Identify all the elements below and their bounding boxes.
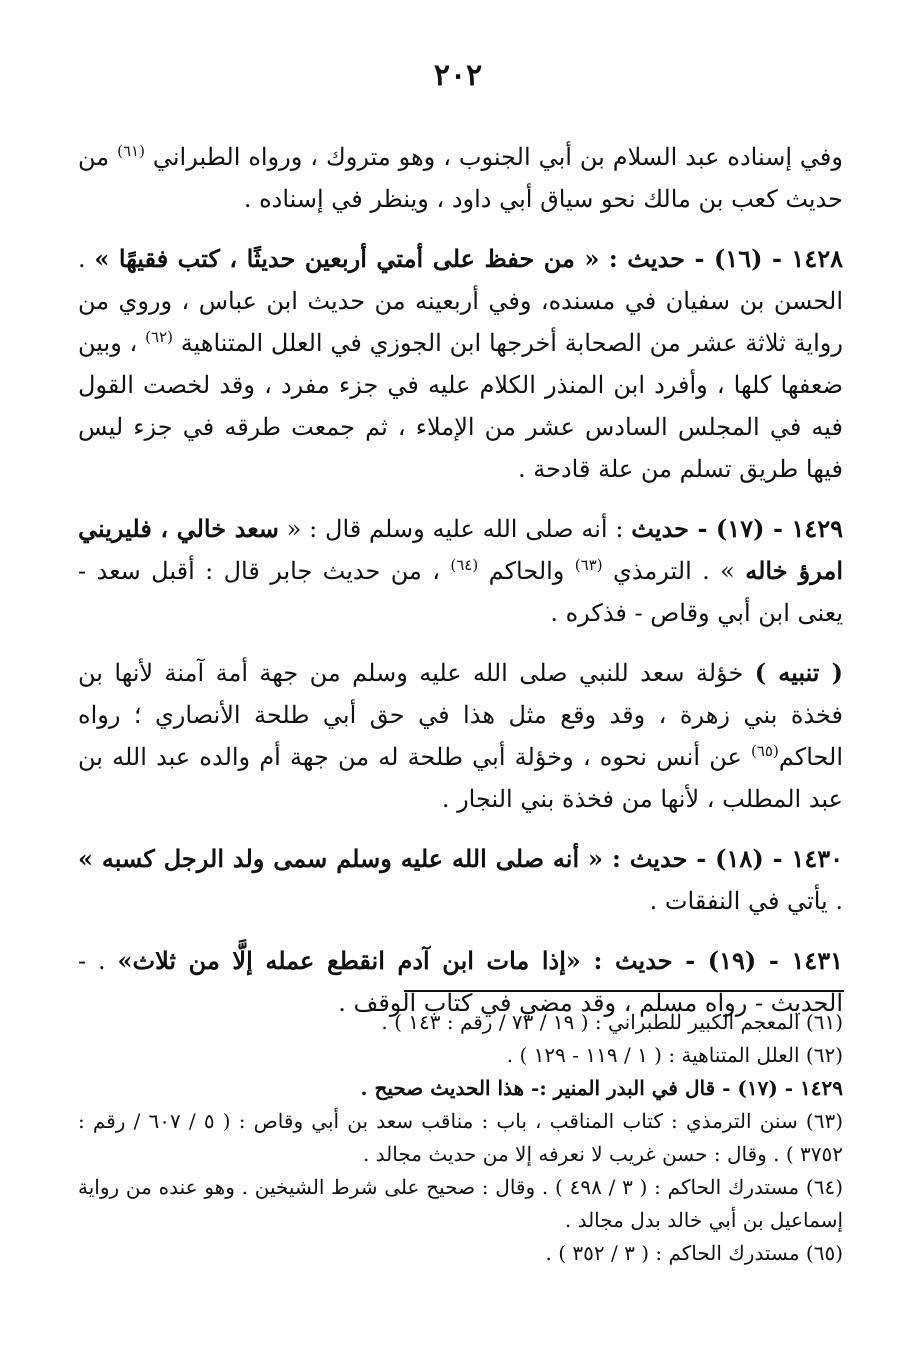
footnote-61: (٦١) المعجم الكبير للطبراني : ( ١٩ / ٧٣ / رقم : ١٤٣ ) . — [381, 1010, 843, 1034]
footnote-62: (٦٢) العلل المتناهية : ( ١ / ١١٩ - ١٢٩ ) . — [506, 1043, 843, 1067]
main-text — [78, 136, 843, 1042]
paragraph-text: : أنه صلى الله عليه وسلم قال : « — [278, 515, 632, 543]
paragraph-text: . يأتي في النفقات . — [649, 887, 843, 915]
note-paragraph — [78, 652, 843, 820]
paragraph-text: عن أنس نحوه ، وخؤلة أبي طلحة له من جهة أم والده عبد الله بن عبد المطلب ، لأنها من فخذة بني النجار . — [78, 743, 843, 813]
footnote-65: (٦٥) مستدرك الحاكم : ( ٣ / ٣٥٢ ) . — [545, 1241, 843, 1265]
note-heading: ( تنبيه ) — [754, 658, 843, 687]
page-number: ٢٠٢ — [433, 58, 483, 93]
hadith-heading: ١٤٣١ - (١٩) - حديث : «إذا مات ابن آدم انقطع عمله إلَّا من ثلاث» — [117, 946, 843, 975]
footnote-ref-63[interactable]: (٦٣) — [574, 556, 603, 574]
hadith-heading: ١٤٢٨ - (١٦) - حديث : « من حفظ على أمتي أربعين حديثًا ، كتب فقيهًا » — [94, 244, 843, 273]
footnote-ref-61[interactable]: (٦١) — [117, 142, 145, 160]
footnote-64: (٦٤) مستدرك الحاكم : ( ٣ / ٤٩٨ ) . وقال : صحيح على شرط الشيخين . وهو عنده من رواية إسماعيل بن أبي خالد بدل مجالد . — [78, 1175, 843, 1232]
paragraph-text: » . الترمذي — [602, 557, 746, 585]
hadith-1429 — [78, 508, 843, 634]
hadith-quote: سعد خالي ، فليريني امرؤ خاله — [78, 514, 844, 585]
footnote-ref-65[interactable]: (٦٥) — [750, 742, 779, 760]
paragraph-text: والحاكم — [478, 557, 575, 585]
hadith-1430 — [78, 838, 843, 922]
footnote-1429-note: ١٤٢٩ - (١٧) - قال في البدر المنير :- هذا الحديث صحيح . — [360, 1076, 843, 1100]
footnote-63: (٦٣) سنن الترمذي : كتاب المناقب ، باب : مناقب سعد بن أبي وقاص : ( ٥ / ٦٠٧ / رقم : ٣٧٥٢ ) . وقال : حسن غريب لا نعرفه إلا من حديث مجالد . — [78, 1109, 843, 1166]
paragraph-text: ، وبين ضعفها كلها ، وأفرد ابن المنذر الكلام عليه في جزء مفرد ، وقد لخصت القول فيه في المجلس السادس عشر من الإملاء ، ثم جمعت طرقه في جزء ليس فيها طريق تسلم من علة قادحة . — [78, 329, 843, 483]
footnote-ref-62[interactable]: (٦٢) — [145, 328, 173, 346]
paragraph-text: . - الحديث - رواه مسلم ، وقد مضي في كتاب الوقف . — [78, 947, 843, 1017]
paragraph-1 — [78, 136, 843, 220]
paragraph-text: من حديث كعب بن مالك نحو سياق أبي داود ، وينظر في إسناده . — [78, 143, 843, 213]
paragraph-text: وفي إسناده عبد السلام بن أبي الجنوب ، وهو متروك ، ورواه الطبراني — [144, 143, 843, 171]
footnote-ref-64[interactable]: (٦٤) — [450, 556, 479, 574]
paragraph-text: ، من حديث جابر قال : أقبل سعد - يعنى ابن أبي وقاص - فذكره . — [78, 557, 843, 627]
hadith-heading: ١٤٢٩ - (١٧) - حديث — [631, 514, 843, 543]
footnotes — [78, 1006, 843, 1270]
paragraph-text: خؤلة سعد للنبي صلى الله عليه وسلم من جهة أمة آمنة لأنها بن فخذة بني زهرة ، وقد وقع مثل هذا في حق أبي طلحة الأنصاري ؛ رواه الحاكم — [78, 659, 843, 771]
paragraph-text: . الحسن بن سفيان في مسنده، وفي أربعينه من حديث ابن عباس ، وروي من رواية ثلاثة عشر من الصحابة أخرجها ابن الجوزي في العلل المتناهية — [78, 245, 843, 357]
footnote-divider — [404, 990, 844, 992]
hadith-1428 — [78, 238, 843, 490]
hadith-heading: ١٤٣٠ - (١٨) - حديث : « أنه صلى الله عليه وسلم سمى ولد الرجل كسبه » — [78, 844, 844, 873]
